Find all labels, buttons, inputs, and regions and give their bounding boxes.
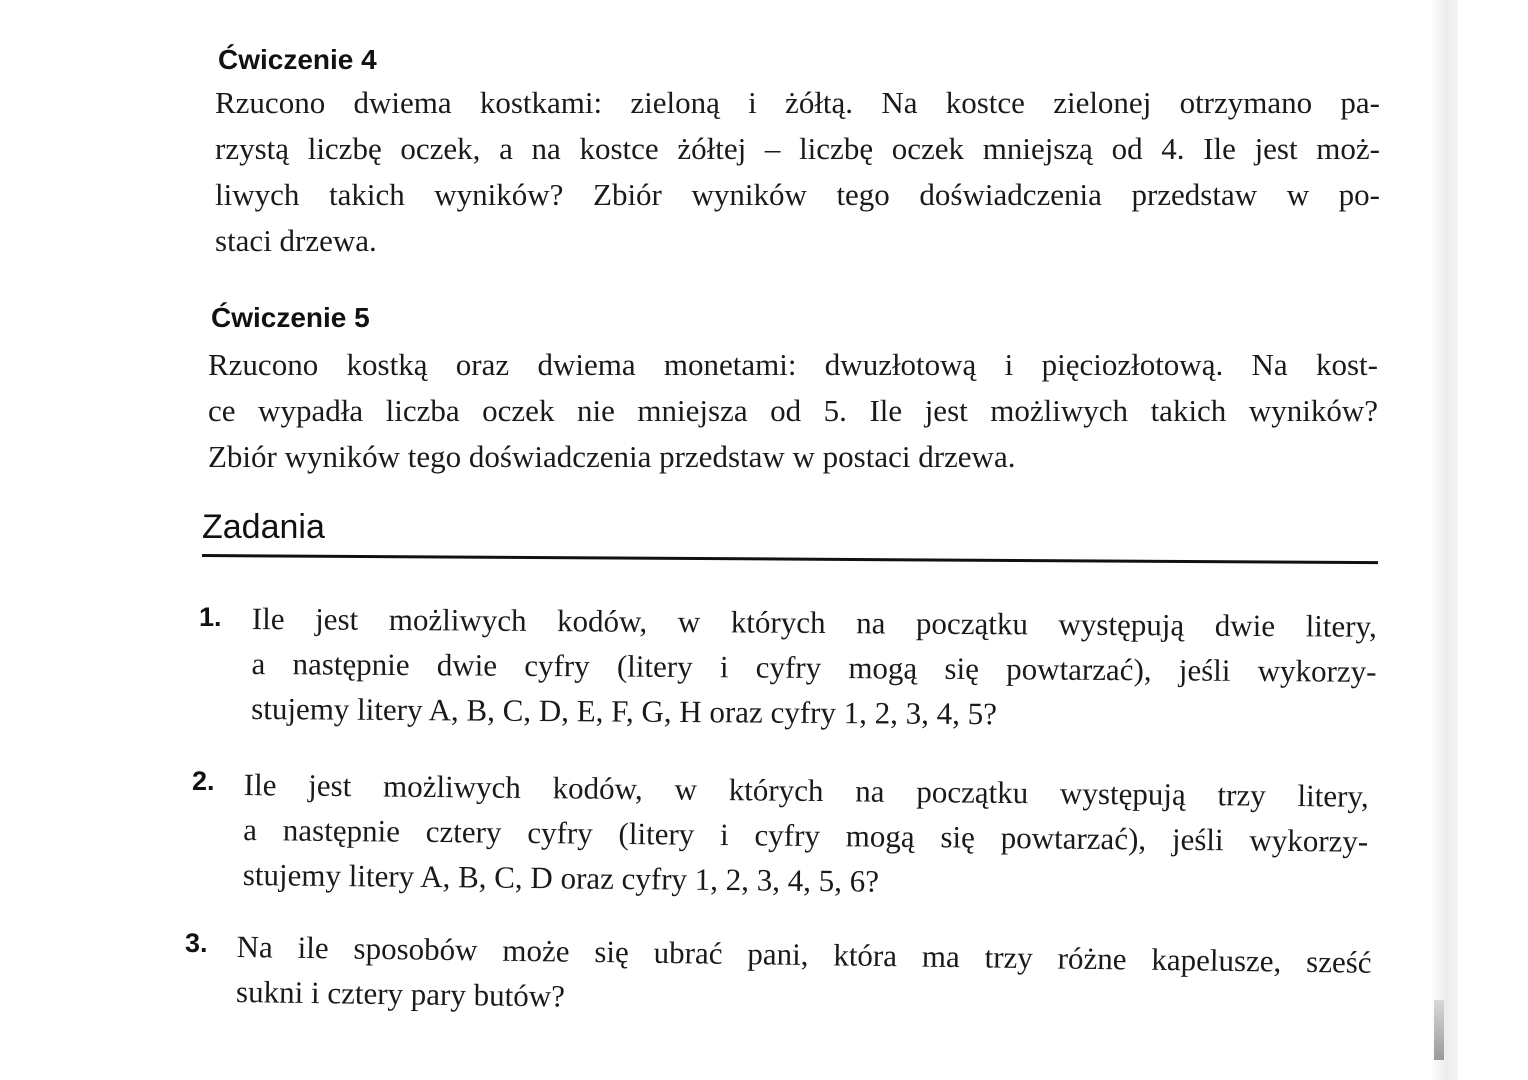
section-divider xyxy=(202,554,1378,564)
text-line: sukni i cztery pary butów? xyxy=(235,973,566,1014)
task-2-number: 2. xyxy=(192,766,215,796)
task-2-text xyxy=(243,762,1369,909)
text-line: Rzucono kostką oraz dwiema monetami: dwuzłotową i pięciozłotową. Na kost- xyxy=(208,347,1378,382)
text-line: Ile jest możliwych kodów, w których na początku występują dwie litery, xyxy=(251,600,1377,644)
text-line: liwych takich wyników? Zbiór wyników tego doświadczenia przedstaw w po- xyxy=(215,177,1380,212)
section-title: Zadania xyxy=(202,508,325,546)
text-line: Zbiór wyników tego doświadczenia przedstaw w postaci drzewa. xyxy=(208,439,1016,474)
text-line: Ile jest możliwych kodów, w których na początku występują trzy litery, xyxy=(243,766,1369,814)
task-1-text xyxy=(251,596,1377,739)
text-line: ce wypadła liczba oczek nie mniejsza od 5. Ile jest możliwych takich wyników? xyxy=(208,393,1378,428)
text-line: a następnie dwie cyfry (litery i cyfry mogą się powtarzać), jeśli wykorzy- xyxy=(251,645,1377,689)
exercise-4-text xyxy=(215,80,1380,264)
task-3-text xyxy=(236,924,1372,1030)
text-line: a następnie cztery cyfry (litery i cyfry mogą się powtarzać), jeśli wykorzy- xyxy=(243,811,1369,859)
exercise-4-title: Ćwiczenie 4 xyxy=(218,44,377,75)
text-line: rzystą liczbę oczek, a na kostce żółtej – liczbę oczek mniejszą od 4. Ile jest moż- xyxy=(215,131,1380,166)
text-line: stujemy litery A, B, C, D, E, F, G, H oraz cyfry 1, 2, 3, 4, 5? xyxy=(251,690,998,732)
exercise-5-title: Ćwiczenie 5 xyxy=(211,302,370,333)
exercise-5-text xyxy=(208,342,1378,480)
text-line: Na ile sposobów może się ubrać pani, która ma trzy różne kapelusze, sześć xyxy=(236,928,1372,980)
text-line: stujemy litery A, B, C, D oraz cyfry 1, 2, 3, 4, 5, 6? xyxy=(242,856,880,899)
task-3-number: 3. xyxy=(185,928,208,958)
task-1-number: 1. xyxy=(199,602,222,632)
page-edge-shadow xyxy=(1430,0,1458,1080)
text-line: Rzucono dwiema kostkami: zieloną i żółtą. Na kostce zielonej otrzymano pa- xyxy=(215,85,1380,120)
text-line: staci drzewa. xyxy=(215,223,377,258)
page-edge-binding xyxy=(1434,1000,1444,1060)
